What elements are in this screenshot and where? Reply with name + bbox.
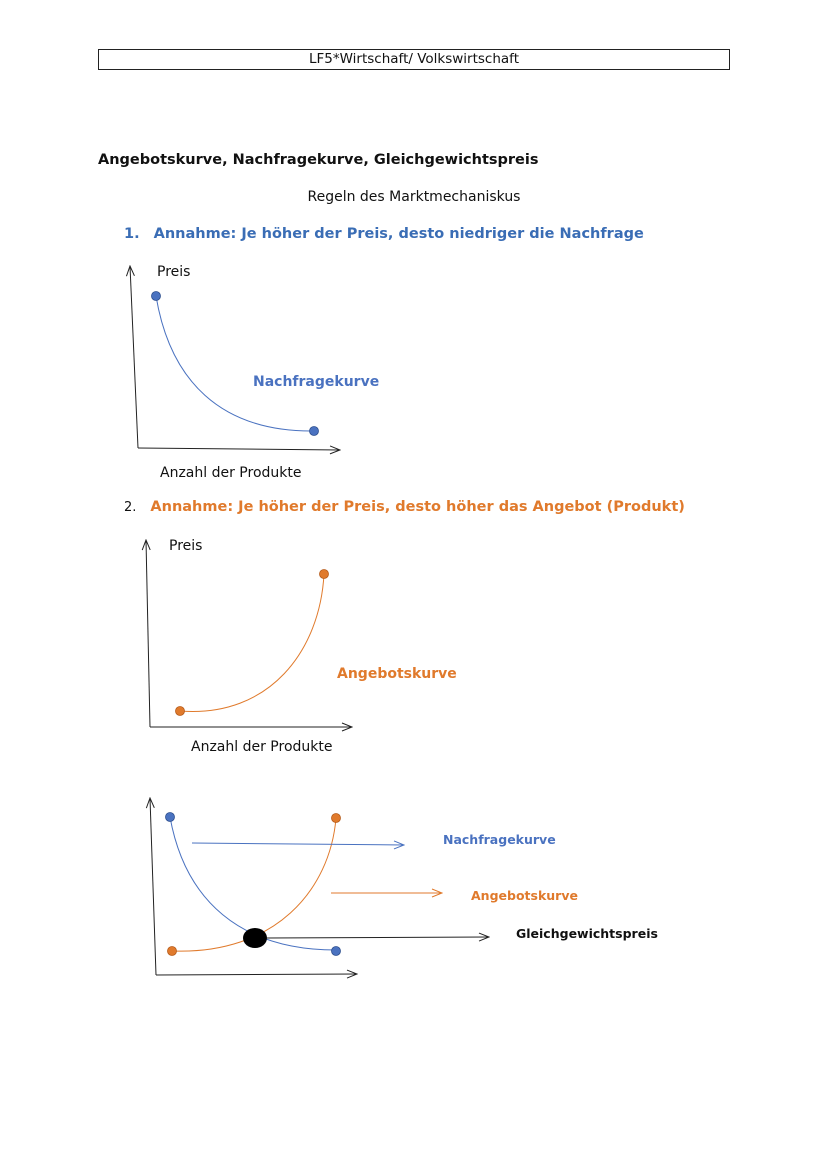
equilibrium-diagram-y-axis — [150, 798, 156, 975]
supply-curve-label: Angebotskurve — [337, 666, 457, 682]
assumption-2-number: 2. — [124, 500, 137, 515]
demand-diagram-x-axis — [138, 448, 340, 450]
document-heading: Angebotskurve, Nachfragekurve, Gleichgewichtspreis — [98, 152, 539, 168]
equilibrium-supply-end-point — [332, 814, 341, 823]
supply-curve-end-point — [320, 570, 329, 579]
demand-pointer-arrow — [192, 843, 404, 845]
document-subtitle: Regeln des Marktmechaniskus — [307, 189, 521, 205]
equilibrium-demand-label: Nachfragekurve — [443, 832, 556, 847]
equilibrium-demand-start-point — [166, 813, 175, 822]
equilibrium-diagram — [150, 798, 658, 975]
equilibrium-diagram-x-axis — [156, 974, 357, 975]
supply-diagram-x-label: Anzahl der Produkte — [191, 739, 333, 755]
demand-curve-end-point — [310, 427, 319, 436]
assumption-1-number: 1. — [124, 226, 140, 242]
supply-diagram — [146, 538, 457, 755]
demand-curve-start-point — [152, 292, 161, 301]
equilibrium-price-label: Gleichgewichtspreis — [516, 926, 658, 941]
equilibrium-point — [243, 928, 267, 948]
supply-curve-start-point — [176, 707, 185, 716]
equilibrium-demand-end-point — [332, 947, 341, 956]
demand-diagram-x-label: Anzahl der Produkte — [160, 465, 302, 481]
demand-diagram-y-label: Preis — [157, 264, 191, 280]
demand-curve — [156, 296, 314, 431]
header-title: LF5*Wirtschaft/ Volkswirtschaft — [98, 49, 730, 70]
assumption-2-text: Annahme: Je höher der Preis, desto höher das Angebot (Produkt) — [150, 499, 685, 515]
equilibrium-supply-label: Angebotskurve — [471, 888, 578, 903]
demand-curve-label: Nachfragekurve — [253, 374, 380, 390]
supply-curve — [180, 574, 324, 711]
equilibrium-pointer-arrow — [267, 937, 489, 938]
demand-diagram-y-axis — [130, 266, 138, 448]
supply-diagram-y-label: Preis — [169, 538, 203, 554]
equilibrium-supply-start-point — [168, 947, 177, 956]
demand-diagram — [130, 264, 379, 481]
assumption-1-text: Annahme: Je höher der Preis, desto niedriger die Nachfrage — [153, 226, 644, 242]
supply-diagram-y-axis — [146, 540, 150, 727]
